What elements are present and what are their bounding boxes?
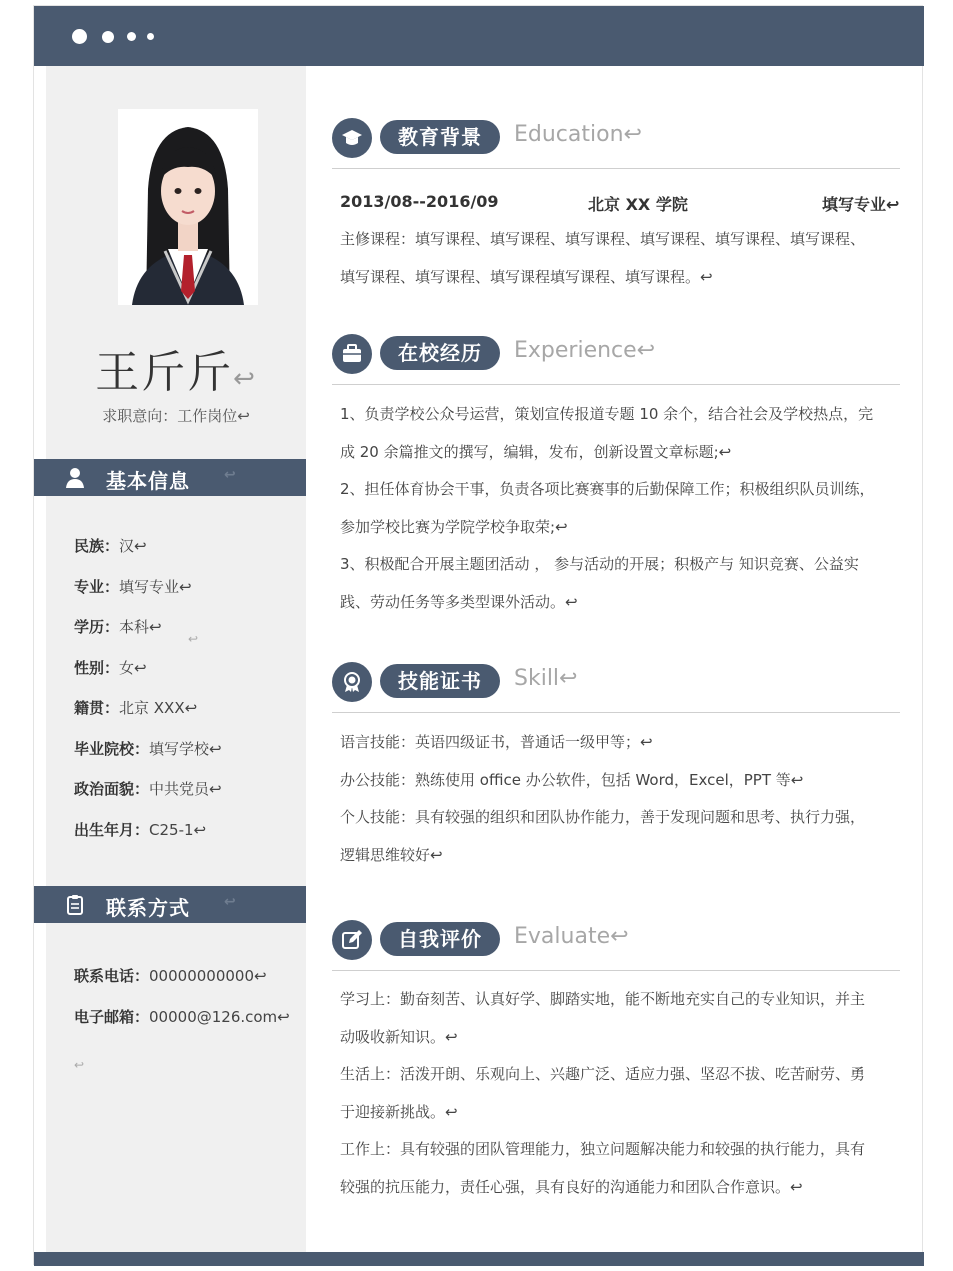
profile-photo [118,109,258,305]
main-content [306,66,924,1252]
text-line: 学习上：勤奋刻苦、认真好学、脚踏实地，能不断地充实自己的专业知识，并主 [340,990,866,1008]
text-line: 于迎接新挑战。↩ [340,1102,458,1121]
evaluate-title: 自我评价 [380,922,500,956]
evaluate-body [340,981,900,1206]
paragraph-mark: ↩ [74,1058,85,1072]
info-value: 00000@126.com↩ [149,1008,290,1026]
text-line: 主修课程：填写课程、填写课程、填写课程、填写课程、填写课程、填写课程、 [340,230,866,248]
info-value: 北京 XXX↩ [119,699,198,717]
contact-phone [74,965,267,986]
info-key: 专业： [74,578,120,596]
info-value: 汉↩ [119,537,147,555]
education-school: 北京 XX 学院 [588,195,688,214]
contact-heading [34,886,306,923]
stray-paragraph-mark [188,629,198,647]
bottom-footer-bar [34,1252,924,1266]
skill-body [340,724,900,874]
info-value: 中共党员↩ [149,780,222,798]
skill-heading [332,656,902,706]
education-heading [332,112,902,162]
info-key: 政治面貌： [74,780,150,798]
text-line: 践、劳动任务等多类型课外活动。↩ [340,592,578,611]
decor-dot-icon [102,31,114,43]
resume-page [33,5,923,1265]
basic-info-heading [34,459,306,496]
info-ethnicity [74,535,147,556]
evaluate-english-title: Evaluate↩ [514,924,629,949]
briefcase-icon [332,334,372,374]
basic-info-title: 基本信息 [106,469,190,493]
paragraph-mark: ↩ [188,632,199,646]
info-major [74,576,192,597]
education-major: 填写专业↩ [822,195,900,214]
info-degree [74,616,162,637]
paragraph-mark: ↩ [233,364,257,394]
decor-dot-icon [72,29,87,44]
candidate-name [46,336,306,400]
experience-body [340,396,900,621]
decor-dot-icon [147,33,154,40]
info-value: C25-1↩ [149,821,207,839]
info-value: 填写专业↩ [119,578,192,596]
info-birth [74,819,206,840]
contact-email [74,1006,290,1027]
education-title: 教育背景 [380,120,500,154]
education-english-title: Education↩ [514,122,642,147]
paragraph-mark: ↩ [224,894,236,910]
experience-heading [332,328,902,378]
info-key: 民族： [74,537,120,555]
info-value: 女↩ [119,659,147,677]
experience-english-title: Experience↩ [514,338,656,363]
text-line: 2、担任体育协会干事，负责各项比赛赛事的后勤保障工作；积极组织队员训练， [340,480,875,498]
top-header-bar [34,6,924,66]
clipboard-icon [64,894,86,916]
graduation-cap-icon [332,118,372,158]
award-medal-icon [332,662,372,702]
edit-pencil-icon [332,920,372,960]
text-line: 3、积极配合开展主题团活动 ， 参与活动的开展；积极产与 知识竞赛、公益实 [340,555,859,573]
text-line: 工作上：具有较强的团队管理能力，独立问题解决能力和较强的执行能力，具有 [340,1140,866,1158]
info-key: 籍贯： [74,699,120,717]
job-intent: 求职意向：工作岗位↩ [102,407,250,425]
info-key: 学历： [74,618,120,636]
info-key: 性别： [74,659,120,677]
education-courses [340,221,900,296]
info-value: 00000000000↩ [149,967,267,985]
education-row [340,192,900,216]
info-gender [74,657,147,678]
experience-title: 在校经历 [380,336,500,370]
info-key: 出生年月： [74,821,150,839]
education-date: 2013/08--2016/09 [340,192,499,211]
paragraph-mark: ↩ [224,467,236,483]
name-text: 王斤斤 [95,347,234,398]
text-line: 填写课程、填写课程、填写课程填写课程、填写课程。↩ [340,267,713,286]
portrait-icon [118,109,258,305]
sidebar [46,66,306,1252]
text-line: 参加学校比赛为学院学校争取荣;↩ [340,517,568,536]
evaluate-heading [332,914,902,964]
text-line: 办公技能：熟练使用 office 办公软件，包括 Word，Excel，PPT 等↩ [340,770,804,789]
section-divider [332,712,900,713]
section-divider [332,384,900,385]
info-value: 本科↩ [119,618,162,636]
info-value: 填写学校↩ [149,740,222,758]
info-hometown [74,697,197,718]
section-divider [332,168,900,169]
text-line: 语言技能：英语四级证书，普通话一级甲等；↩ [340,733,653,751]
section-divider [332,970,900,971]
text-line: 1、负责学校公众号运营，策划宣传报道专题 10 余个，结合社会及学校热点，完 [340,405,874,423]
info-key: 联系电话： [74,967,150,985]
skill-title: 技能证书 [380,664,500,698]
info-school [74,738,222,759]
skill-english-title: Skill↩ [514,666,578,691]
info-key: 毕业院校： [74,740,150,758]
contact-title: 联系方式 [106,896,190,920]
text-line: 生活上：活泼开朗、乐观向上、兴趣广泛、适应力强、坚忍不拔、吃苦耐劳、勇 [340,1065,866,1083]
decor-dot-icon [127,32,136,41]
text-line: 成 20 余篇推文的撰写，编辑，发布，创新设置文章标题;↩ [340,442,732,461]
text-line: 逻辑思维较好↩ [340,845,443,864]
info-key: 电子邮箱： [74,1008,150,1026]
text-line: 动吸收新知识。↩ [340,1027,458,1046]
user-icon [64,467,86,489]
text-line: 个人技能：具有较强的组织和团队协作能力，善于发现问题和思考、执行力强， [340,808,866,826]
text-line: 较强的抗压能力，责任心强，具有良好的沟通能力和团队合作意识。↩ [340,1177,803,1196]
info-political [74,778,222,799]
contact-trailing-mark [74,1055,84,1073]
